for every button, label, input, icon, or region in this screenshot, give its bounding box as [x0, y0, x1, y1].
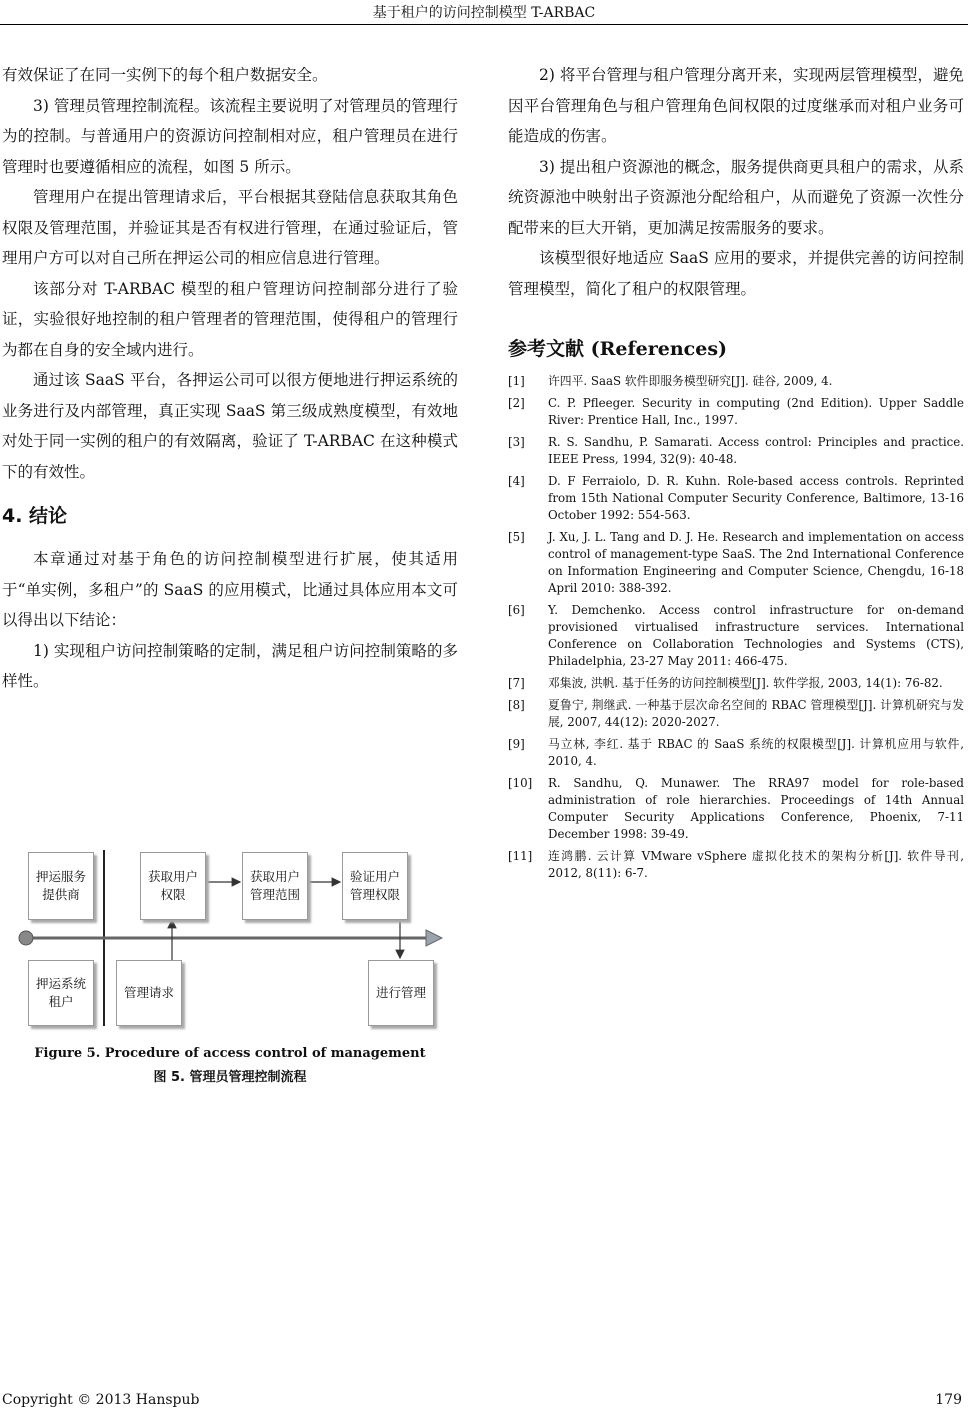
ref-number: [1] [508, 374, 525, 388]
ref-number: [10] [508, 776, 533, 790]
ref-number: [6] [508, 603, 525, 617]
reference-item [508, 602, 964, 670]
references-heading-zh: 参考文献 [508, 338, 585, 360]
ref-text: 许四平. SaaS 软件即服务模型研究[J]. 硅谷, 2009, 4. [548, 374, 833, 388]
paragraph: 管理用户在提出管理请求后，平台根据其登陆信息获取其角色权限及管理范围，并验证其是否有权进行管理，在通过验证后，管理用户方可以对自己所在押运公司的相应信息进行管理。 [2, 188, 458, 267]
box-get-user-permission: 获取用户权限 [140, 852, 206, 920]
right-column [508, 60, 964, 887]
figure-5-diagram [0, 838, 460, 1038]
ref-text: 马立林, 李红. 基于 RBAC 的 SaaS 系统的权限模型[J]. 计算机应用与软件, 2010, 4. [548, 737, 964, 768]
header-rule [0, 24, 968, 25]
ref-number: [3] [508, 435, 525, 449]
references-heading [508, 334, 964, 361]
paragraph: 通过该 SaaS 平台，各押运公司可以很方便地进行押运系统的业务进行及内部管理，真正实现 SaaS 第三级成熟度模型，有效地对处于同一实例的租户的有效隔离，验证了 T-ARBAC 在这种模式下的有效性。 [2, 371, 458, 481]
section-title: 4. 结论 [2, 505, 68, 527]
ref-text: 邓集波, 洪帆. 基于任务的访问控制模型[J]. 软件学报, 2003, 14(1): 76-82. [548, 676, 943, 690]
reference-item [508, 697, 964, 731]
ref-text: C. P. Pfleeger. Security in computing (2nd Edition). Upper Saddle River: Prentice Hall, Inc., 1997. [548, 396, 964, 427]
ref-text: D. F Ferraiolo, D. R. Kuhn. Role-based access controls. Reprinted from 15th National Computer Security Conference, Baltimore, 13-16 October 1992: 554-563. [548, 474, 964, 522]
reference-item [508, 529, 964, 597]
ref-text: Y. Demchenko. Access control infrastructure for on-demand provisioned virtualised infrastructure services. International Conference on Collaboration Technologies and Systems (CTS), Philadelphia, 23-27 May 2011: 466-475. [548, 603, 964, 668]
paragraph: 有效保证了在同一实例下的每个租户数据安全。 [2, 66, 328, 84]
box-management-request: 管理请求 [116, 960, 182, 1026]
ref-number: [9] [508, 737, 525, 751]
ref-text: 连鸿鹏. 云计算 VMware vSphere 虚拟化技术的架构分析[J]. 软件导刊, 2012, 8(11): 6-7. [548, 849, 964, 880]
paragraph: 2) 将平台管理与租户管理分离开来，实现两层管理模型，避免因平台管理角色与租户管理角色间权限的过度继承而对租户业务可能造成的伤害。 [508, 66, 964, 145]
timeline-arrowhead [426, 930, 442, 946]
paragraph: 该模型很好地适应 SaaS 应用的要求，并提供完善的访问控制管理模型，简化了租户的权限管理。 [508, 249, 964, 298]
page-number: 179 [935, 1392, 962, 1408]
reference-item [508, 675, 964, 692]
figure-caption-zh: 图 5. 管理员管理控制流程 [153, 1070, 307, 1085]
reference-item [508, 473, 964, 524]
running-header: 基于租户的访问控制模型 T-ARBAC [372, 5, 596, 21]
paragraph: 1) 实现租户访问控制策略的定制，满足租户访问控制策略的多样性。 [2, 641, 458, 690]
ref-number: [8] [508, 698, 525, 712]
ref-text: 夏鲁宁, 荆继武. 一种基于层次命名空间的 RBAC 管理模型[J]. 计算机研究与发展, 2007, 44(12): 2020-2027. [548, 698, 964, 729]
reference-list [508, 373, 964, 882]
ref-number: [5] [508, 530, 525, 544]
ref-text: R. S. Sandhu, P. Samarati. Access control: Principles and practice. IEEE Press, 1994, 32(9): 40-48. [548, 435, 964, 466]
reference-item [508, 736, 964, 770]
ref-number: [7] [508, 676, 525, 690]
ref-number: [4] [508, 474, 525, 488]
ref-number: [2] [508, 396, 525, 410]
paragraph: 该部分对 T-ARBAC 模型的租户管理访问控制部分进行了验证，实验很好地控制的租户管理者的管理范围，使得租户的管理行为都在自身的安全域内进行。 [2, 279, 458, 359]
reference-item [508, 775, 964, 843]
reference-item [508, 373, 964, 390]
paragraph: 3) 提出租户资源池的概念，服务提供商更具租户的需求，从系统资源池中映射出子资源池分配给租户，从而避免了资源一次性分配带来的巨大开销，更加满足按需服务的要求。 [508, 157, 964, 237]
box-system-tenant: 押运系统租户 [28, 960, 94, 1026]
ref-text: J. Xu, J. L. Tang and D. J. He. Research and implementation on access control of management-type SaaS. The 2nd International Conference on Information Engineering and Computer Science, Chengdu, 16-18 April 2010: 388-392. [548, 530, 964, 595]
copyright-footer: Copyright © 2013 Hanspub [2, 1392, 200, 1408]
references-heading-en: (References) [590, 338, 728, 360]
box-perform-management: 进行管理 [368, 960, 434, 1026]
box-verify-management-permission: 验证用户管理权限 [342, 852, 408, 920]
reference-item [508, 395, 964, 429]
reference-item [508, 848, 964, 882]
paragraph: 3) 管理员管理控制流程。该流程主要说明了对管理员的管理行为的控制。与普通用户的资源访问控制相对应，租户管理员在进行管理时也要遵循相应的流程，如图 5 所示。 [2, 96, 458, 176]
box-get-management-scope: 获取用户管理范围 [242, 852, 308, 920]
timeline-start-dot [19, 931, 33, 945]
box-service-provider: 押运服务提供商 [28, 852, 94, 920]
ref-number: [11] [508, 849, 533, 863]
left-column [2, 60, 458, 697]
ref-text: R. Sandhu, Q. Munawer. The RRA97 model for role-based administration of role hierarchies. Proceedings of 14th Annual Computer Security Applications Conference, Phoenix, 7-11 December 1998: 39-49. [548, 776, 964, 841]
figure-caption-en: Figure 5. Procedure of access control of management [34, 1046, 426, 1061]
reference-item [508, 434, 964, 468]
paragraph: 本章通过对基于角色的访问控制模型进行扩展，使其适用于“单实例，多租户”的 SaaS 的应用模式，比通过具体应用本文可以得出以下结论： [2, 550, 458, 629]
